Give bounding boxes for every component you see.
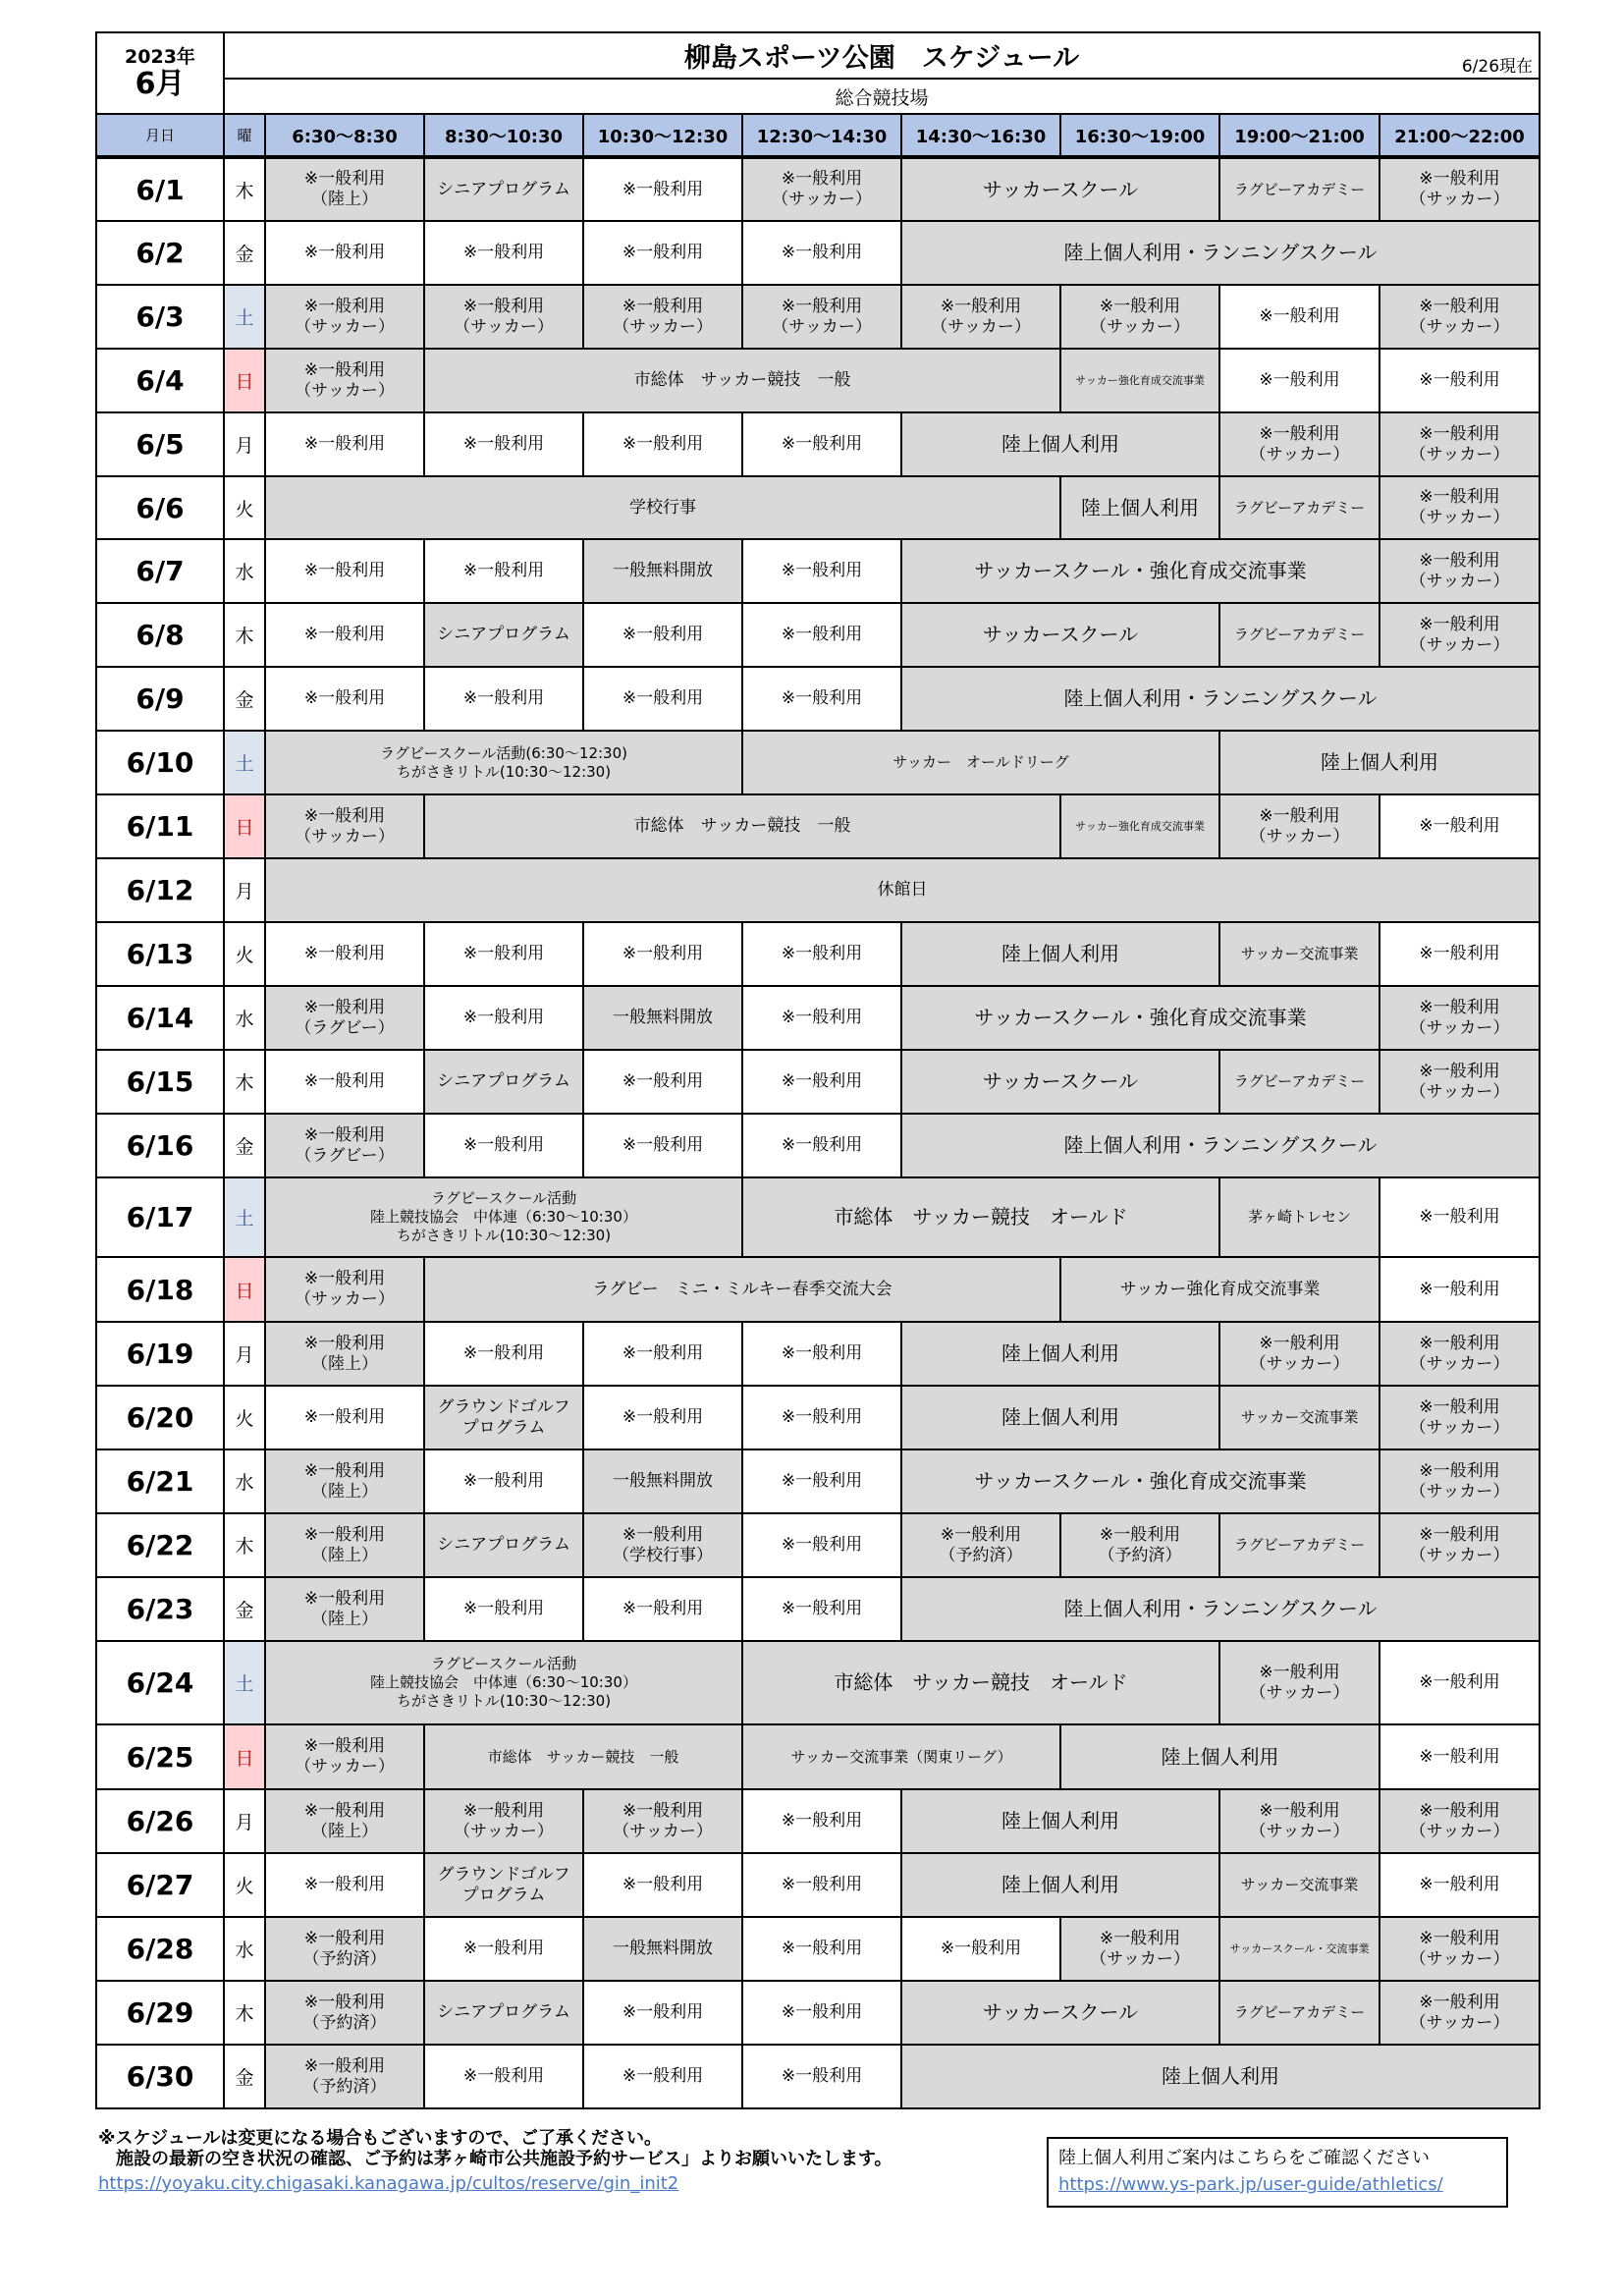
row-day-of-week: 土 <box>224 285 265 349</box>
schedule-cell: ※一般利用 <box>583 667 742 731</box>
row-day-of-week: 金 <box>224 667 265 731</box>
schedule-table <box>95 157 1541 2109</box>
schedule-cell: ※一般利用 <box>583 221 742 285</box>
schedule-header <box>95 31 1541 157</box>
schedule-cell: ※一般利用 <box>583 2045 742 2108</box>
schedule-cell: ※一般利用 （ラグビー） <box>265 986 424 1050</box>
row-date: 6/22 <box>96 1513 224 1577</box>
row-date: 6/1 <box>96 158 224 221</box>
venue-name: 総合競技場 <box>224 79 1540 114</box>
schedule-cell: ※一般利用 <box>424 412 583 476</box>
row-day-of-week: 木 <box>224 1513 265 1577</box>
schedule-cell: ※一般利用 <box>583 1577 742 1641</box>
schedule-cell: ※一般利用 <box>265 1853 424 1917</box>
schedule-row <box>96 922 1540 986</box>
row-date: 6/20 <box>96 1386 224 1449</box>
row-day-of-week: 火 <box>224 1386 265 1449</box>
schedule-cell: ※一般利用 <box>424 539 583 603</box>
schedule-cell: ※一般利用 <box>583 1114 742 1177</box>
schedule-cell: 陸上個人利用・ランニングスクール <box>901 1114 1540 1177</box>
schedule-cell: ※一般利用 <box>742 1386 901 1449</box>
schedule-row <box>96 1789 1540 1853</box>
schedule-sheet <box>95 31 1539 2109</box>
schedule-cell: ※一般利用 <box>742 922 901 986</box>
row-day-of-week: 金 <box>224 1114 265 1177</box>
column-header-slot: 6:30～8:30 <box>265 114 424 156</box>
schedule-cell: ※一般利用 <box>1219 285 1380 349</box>
schedule-cell: ※一般利用 <box>424 1322 583 1386</box>
schedule-row <box>96 1322 1540 1386</box>
schedule-cell: ※一般利用 （サッカー） <box>424 285 583 349</box>
schedule-cell: ※一般利用 （サッカー） <box>424 1789 583 1853</box>
row-day-of-week: 木 <box>224 603 265 667</box>
schedule-cell: ※一般利用 <box>583 1853 742 1917</box>
schedule-cell: サッカースクール <box>901 1981 1219 2045</box>
schedule-cell: ※一般利用 （陸上） <box>265 158 424 221</box>
column-header-slot: 8:30～10:30 <box>424 114 583 156</box>
schedule-cell: ※一般利用 （サッカー） <box>265 1257 424 1322</box>
schedule-cell: ※一般利用 <box>742 603 901 667</box>
schedule-cell: ※一般利用 <box>742 1981 901 2045</box>
schedule-cell: ※一般利用 <box>424 667 583 731</box>
row-day-of-week: 水 <box>224 1917 265 1981</box>
schedule-cell: ※一般利用 <box>1380 1177 1540 1257</box>
schedule-cell: ※一般利用 <box>1380 1724 1540 1789</box>
schedule-cell: ※一般利用 <box>742 412 901 476</box>
schedule-cell: ※一般利用 <box>583 1386 742 1449</box>
schedule-cell: 陸上個人利用 <box>901 412 1219 476</box>
row-day-of-week: 金 <box>224 1577 265 1641</box>
schedule-cell: 陸上個人利用 <box>901 1322 1219 1386</box>
schedule-cell: ※一般利用 （サッカー） <box>1380 986 1540 1050</box>
row-date: 6/28 <box>96 1917 224 1981</box>
row-date: 6/25 <box>96 1724 224 1789</box>
schedule-cell: ※一般利用 （陸上） <box>265 1577 424 1641</box>
schedule-row <box>96 1257 1540 1322</box>
schedule-cell: ※一般利用 <box>742 2045 901 2108</box>
row-day-of-week: 水 <box>224 539 265 603</box>
schedule-cell: ※一般利用 <box>1219 349 1380 412</box>
schedule-cell: ※一般利用 （予約済） <box>265 1917 424 1981</box>
schedule-cell: サッカー交流事業（関東リーグ） <box>742 1724 1060 1789</box>
schedule-cell: ※一般利用 （サッカー） <box>1060 285 1219 349</box>
footnote-line: 施設の最新の空き状況の確認、ご予約は茅ヶ崎市公共施設予約サービス」よりお願いいたします。 <box>98 2149 893 2169</box>
schedule-row <box>96 603 1540 667</box>
column-header-slot: 10:30～12:30 <box>583 114 742 156</box>
row-date: 6/23 <box>96 1577 224 1641</box>
schedule-cell: ※一般利用 <box>742 1449 901 1513</box>
schedule-cell: ※一般利用 （サッカー） <box>1219 794 1380 858</box>
schedule-cell: ラグビーアカデミー <box>1219 1513 1380 1577</box>
row-date: 6/14 <box>96 986 224 1050</box>
schedule-row <box>96 1917 1540 1981</box>
row-date: 6/27 <box>96 1853 224 1917</box>
schedule-cell: サッカースクール <box>901 158 1219 221</box>
schedule-cell: 市総体 サッカー競技 一般 <box>424 349 1060 412</box>
row-date: 6/26 <box>96 1789 224 1853</box>
schedule-cell: ラグビーアカデミー <box>1219 1981 1380 2045</box>
schedule-cell: ※一般利用 <box>742 1114 901 1177</box>
schedule-cell: ※一般利用 <box>583 922 742 986</box>
schedule-cell: ※一般利用 （予約済） <box>265 1981 424 2045</box>
schedule-cell: ※一般利用 （サッカー） <box>742 158 901 221</box>
schedule-cell: ※一般利用 （サッカー） <box>583 285 742 349</box>
schedule-cell: 陸上個人利用 <box>901 1386 1219 1449</box>
footnote-line: ※スケジュールは変更になる場合もございますので、ご了承ください。 <box>98 2128 663 2149</box>
schedule-cell: ※一般利用 <box>1380 794 1540 858</box>
row-day-of-week: 金 <box>224 2045 265 2108</box>
schedule-cell: ※一般利用 （陸上） <box>265 1449 424 1513</box>
row-day-of-week: 火 <box>224 1853 265 1917</box>
schedule-cell: ※一般利用 <box>265 412 424 476</box>
row-day-of-week: 土 <box>224 731 265 794</box>
reservation-link[interactable]: https://yoyaku.city.chigasaki.kanagawa.jp/cultos/reserve/gin_init2 <box>98 2173 679 2194</box>
schedule-cell: ※一般利用 （予約済） <box>1060 1513 1219 1577</box>
schedule-cell: 陸上個人利用・ランニングスクール <box>901 221 1540 285</box>
row-date: 6/21 <box>96 1449 224 1513</box>
schedule-row <box>96 539 1540 603</box>
row-date: 6/18 <box>96 1257 224 1322</box>
schedule-cell: ※一般利用 （サッカー） <box>1380 285 1540 349</box>
row-date: 6/12 <box>96 858 224 922</box>
schedule-cell: ※一般利用 （サッカー） <box>1380 1449 1540 1513</box>
schedule-cell: ※一般利用 <box>742 986 901 1050</box>
schedule-cell: ※一般利用 <box>583 1322 742 1386</box>
schedule-cell: ※一般利用 <box>1380 1641 1540 1724</box>
schedule-row <box>96 1177 1540 1257</box>
schedule-cell: 一般無料開放 <box>583 1917 742 1981</box>
schedule-cell: 市総体 サッカー競技 オールド <box>742 1177 1219 1257</box>
schedule-cell: ※一般利用 <box>1380 922 1540 986</box>
schedule-cell: ※一般利用 <box>583 603 742 667</box>
schedule-cell: ※一般利用 <box>424 1114 583 1177</box>
row-date: 6/24 <box>96 1641 224 1724</box>
schedule-cell: サッカースクール <box>901 1050 1219 1114</box>
schedule-cell: ※一般利用 <box>424 1917 583 1981</box>
athletics-info-box <box>1047 2137 1508 2208</box>
schedule-cell: ※一般利用 <box>1380 1257 1540 1322</box>
schedule-cell: ※一般利用 （サッカー） <box>1380 603 1540 667</box>
row-date: 6/8 <box>96 603 224 667</box>
row-day-of-week: 土 <box>224 1177 265 1257</box>
schedule-cell: ラグビーアカデミー <box>1219 158 1380 221</box>
row-date: 6/4 <box>96 349 224 412</box>
schedule-cell: 一般無料開放 <box>583 986 742 1050</box>
schedule-cell: サッカー交流事業 <box>1219 1853 1380 1917</box>
schedule-cell: シニアプログラム <box>424 603 583 667</box>
row-day-of-week: 木 <box>224 1050 265 1114</box>
row-date: 6/11 <box>96 794 224 858</box>
schedule-cell: ※一般利用 <box>742 1322 901 1386</box>
schedule-cell: ※一般利用 （サッカー） <box>583 1789 742 1853</box>
schedule-cell: ラグビースクール活動 陸上競技協会 中体連（6:30～10:30） ちがさきリトル(10:30～12:30) <box>265 1641 742 1724</box>
schedule-row <box>96 476 1540 539</box>
column-header-dow: 曜 <box>224 114 265 156</box>
schedule-cell: ラグビー ミニ・ミルキー春季交流大会 <box>424 1257 1060 1322</box>
schedule-cell: シニアプログラム <box>424 1050 583 1114</box>
schedule-cell: ※一般利用 （サッカー） <box>1219 1789 1380 1853</box>
schedule-cell: 陸上個人利用・ランニングスクール <box>901 667 1540 731</box>
info-text: 陸上個人利用ご案内はこちらをご確認ください <box>1058 2148 1430 2168</box>
schedule-cell: サッカー強化育成交流事業 <box>1060 1257 1380 1322</box>
column-header-date: 月日 <box>96 114 224 156</box>
schedule-cell: ※一般利用 <box>1380 349 1540 412</box>
row-day-of-week: 木 <box>224 1981 265 2045</box>
schedule-cell: ※一般利用 （サッカー） <box>1219 1322 1380 1386</box>
schedule-cell: サッカースクール・強化育成交流事業 <box>901 539 1380 603</box>
schedule-cell: 一般無料開放 <box>583 1449 742 1513</box>
schedule-cell: ※一般利用 （サッカー） <box>1380 1386 1540 1449</box>
row-date: 6/10 <box>96 731 224 794</box>
row-day-of-week: 金 <box>224 221 265 285</box>
schedule-cell: ※一般利用 （サッカー） <box>265 285 424 349</box>
schedule-cell: ※一般利用 （サッカー） <box>265 349 424 412</box>
schedule-cell: ※一般利用 <box>424 1449 583 1513</box>
row-day-of-week: 日 <box>224 1724 265 1789</box>
schedule-cell: サッカー オールドリーグ <box>742 731 1219 794</box>
row-date: 6/29 <box>96 1981 224 2045</box>
schedule-cell: ※一般利用 （サッカー） <box>1380 539 1540 603</box>
schedule-cell: ※一般利用 <box>583 158 742 221</box>
schedule-row <box>96 1114 1540 1177</box>
schedule-cell: 陸上個人利用 <box>901 1789 1219 1853</box>
schedule-cell: サッカー強化育成交流事業 <box>1060 794 1219 858</box>
schedule-row <box>96 986 1540 1050</box>
schedule-row <box>96 1050 1540 1114</box>
row-date: 6/30 <box>96 2045 224 2108</box>
schedule-cell: ※一般利用 <box>583 1050 742 1114</box>
schedule-cell: ※一般利用 <box>583 1981 742 2045</box>
column-header-slot: 21:00～22:00 <box>1380 114 1540 156</box>
schedule-cell: ラグビーアカデミー <box>1219 476 1380 539</box>
schedule-cell: ※一般利用 <box>265 603 424 667</box>
schedule-cell: ※一般利用 （サッカー） <box>1380 1917 1540 1981</box>
schedule-row <box>96 667 1540 731</box>
schedule-cell: シニアプログラム <box>424 1981 583 2045</box>
schedule-cell: 陸上個人利用 <box>1060 1724 1380 1789</box>
schedule-cell: ラグビースクール活動 陸上競技協会 中体連（6:30～10:30） ちがさきリトル(10:30～12:30) <box>265 1177 742 1257</box>
row-date: 6/13 <box>96 922 224 986</box>
schedule-cell: ※一般利用 （予約済） <box>901 1513 1060 1577</box>
row-day-of-week: 月 <box>224 858 265 922</box>
schedule-cell: ※一般利用 （サッカー） <box>1380 412 1540 476</box>
schedule-cell: 一般無料開放 <box>583 539 742 603</box>
athletics-guide-link[interactable]: https://www.ys-park.jp/user-guide/athletics/ <box>1058 2174 1443 2195</box>
schedule-cell: 市総体 サッカー競技 一般 <box>424 794 1060 858</box>
schedule-cell: ※一般利用 <box>265 667 424 731</box>
schedule-row <box>96 1513 1540 1577</box>
column-header-slot: 19:00～21:00 <box>1219 114 1380 156</box>
schedule-cell: ※一般利用 <box>1380 1853 1540 1917</box>
schedule-cell: 茅ヶ崎トレセン <box>1219 1177 1380 1257</box>
schedule-cell: ※一般利用 （サッカー） <box>1380 476 1540 539</box>
schedule-cell: シニアプログラム <box>424 1513 583 1577</box>
row-date: 6/2 <box>96 221 224 285</box>
schedule-cell: ※一般利用 （サッカー） <box>265 794 424 858</box>
row-date: 6/5 <box>96 412 224 476</box>
schedule-cell: グラウンドゴルフ プログラム <box>424 1386 583 1449</box>
schedule-row <box>96 221 1540 285</box>
schedule-cell: ※一般利用 （陸上） <box>265 1513 424 1577</box>
schedule-row <box>96 858 1540 922</box>
schedule-cell: ※一般利用 （サッカー） <box>1380 1789 1540 1853</box>
schedule-cell: ※一般利用 <box>742 1917 901 1981</box>
row-date: 6/15 <box>96 1050 224 1114</box>
schedule-cell: ※一般利用 （サッカー） <box>265 1724 424 1789</box>
schedule-cell: ※一般利用 （サッカー） <box>1219 412 1380 476</box>
schedule-row <box>96 1641 1540 1724</box>
schedule-cell: 陸上個人利用・ランニングスクール <box>901 1577 1540 1641</box>
row-day-of-week: 月 <box>224 412 265 476</box>
schedule-cell: サッカースクール <box>901 603 1219 667</box>
schedule-row <box>96 285 1540 349</box>
schedule-cell: ※一般利用 <box>742 1789 901 1853</box>
row-day-of-week: 火 <box>224 922 265 986</box>
schedule-cell: ラグビースクール活動(6:30～12:30) ちがさきリトル(10:30～12:30) <box>265 731 742 794</box>
row-day-of-week: 日 <box>224 349 265 412</box>
schedule-cell: ※一般利用 （サッカー） <box>1380 1981 1540 2045</box>
row-date: 6/16 <box>96 1114 224 1177</box>
schedule-cell: ※一般利用 <box>742 539 901 603</box>
schedule-row <box>96 1577 1540 1641</box>
schedule-cell: ※一般利用 <box>742 1577 901 1641</box>
schedule-cell: ※一般利用 （サッカー） <box>1380 158 1540 221</box>
schedule-cell: ※一般利用 （陸上） <box>265 1789 424 1853</box>
schedule-cell: サッカー交流事業 <box>1219 922 1380 986</box>
schedule-cell: 陸上個人利用 <box>901 1853 1219 1917</box>
month-label: 6月 <box>135 66 186 101</box>
schedule-row <box>96 158 1540 221</box>
row-day-of-week: 土 <box>224 1641 265 1724</box>
schedule-cell: ※一般利用 （サッカー） <box>901 285 1060 349</box>
schedule-cell: ラグビーアカデミー <box>1219 603 1380 667</box>
schedule-row <box>96 1449 1540 1513</box>
schedule-cell: サッカースクール・交流事業 <box>1219 1917 1380 1981</box>
schedule-cell: ※一般利用 <box>742 221 901 285</box>
schedule-cell: ※一般利用 <box>265 922 424 986</box>
schedule-row <box>96 349 1540 412</box>
row-day-of-week: 火 <box>224 476 265 539</box>
row-date: 6/19 <box>96 1322 224 1386</box>
schedule-cell: サッカー強化育成交流事業 <box>1060 349 1219 412</box>
schedule-cell: ※一般利用 <box>265 221 424 285</box>
row-day-of-week: 水 <box>224 1449 265 1513</box>
schedule-cell: シニアプログラム <box>424 158 583 221</box>
row-date: 6/3 <box>96 285 224 349</box>
schedule-row <box>96 1981 1540 2045</box>
row-date: 6/7 <box>96 539 224 603</box>
schedule-row <box>96 1853 1540 1917</box>
schedule-cell: ラグビーアカデミー <box>1219 1050 1380 1114</box>
column-header-slot: 16:30～19:00 <box>1060 114 1219 156</box>
schedule-cell: ※一般利用 （予約済） <box>265 2045 424 2108</box>
schedule-cell: ※一般利用 （サッカー） <box>742 285 901 349</box>
schedule-cell: ※一般利用 <box>742 1050 901 1114</box>
schedule-cell: ※一般利用 <box>265 1050 424 1114</box>
title-cell <box>224 32 1540 79</box>
schedule-cell: ※一般利用 （サッカー） <box>1380 1050 1540 1114</box>
schedule-cell: サッカースクール・強化育成交流事業 <box>901 1449 1380 1513</box>
schedule-row <box>96 2045 1540 2108</box>
page-title: 柳島スポーツ公園 スケジュール <box>683 43 1080 74</box>
schedule-cell: ※一般利用 <box>901 1917 1060 1981</box>
schedule-cell: 陸上個人利用 <box>1060 476 1219 539</box>
schedule-cell: ※一般利用 <box>424 1577 583 1641</box>
schedule-cell: ※一般利用 （サッカー） <box>1380 1322 1540 1386</box>
schedule-cell: ※一般利用 <box>424 2045 583 2108</box>
schedule-cell: ※一般利用 <box>742 1513 901 1577</box>
schedule-cell: ※一般利用 <box>424 221 583 285</box>
schedule-row <box>96 1386 1540 1449</box>
schedule-row <box>96 731 1540 794</box>
schedule-cell: ※一般利用 <box>583 412 742 476</box>
schedule-cell: 休館日 <box>265 858 1540 922</box>
schedule-row <box>96 412 1540 476</box>
schedule-cell: 学校行事 <box>265 476 1060 539</box>
schedule-cell: サッカー交流事業 <box>1219 1386 1380 1449</box>
schedule-cell: ※一般利用 <box>265 1386 424 1449</box>
schedule-cell: ※一般利用 （学校行事） <box>583 1513 742 1577</box>
schedule-cell: 陸上個人利用 <box>901 2045 1540 2108</box>
schedule-cell: ※一般利用 <box>742 1853 901 1917</box>
schedule-cell: ※一般利用 （サッカー） <box>1380 1513 1540 1577</box>
schedule-row <box>96 794 1540 858</box>
row-day-of-week: 日 <box>224 794 265 858</box>
as-of-date: 6/26現在 <box>1461 57 1534 77</box>
schedule-cell: 陸上個人利用 <box>1219 731 1540 794</box>
row-day-of-week: 水 <box>224 986 265 1050</box>
schedule-cell: 市総体 サッカー競技 一般 <box>424 1724 742 1789</box>
row-day-of-week: 木 <box>224 158 265 221</box>
column-header-slot: 14:30～16:30 <box>901 114 1060 156</box>
schedule-cell: 陸上個人利用 <box>901 922 1219 986</box>
footnote <box>98 2128 893 2169</box>
schedule-cell: ※一般利用 <box>424 986 583 1050</box>
row-day-of-week: 月 <box>224 1789 265 1853</box>
schedule-cell: ※一般利用 <box>424 922 583 986</box>
row-date: 6/6 <box>96 476 224 539</box>
schedule-row <box>96 1724 1540 1789</box>
year-month-cell <box>96 32 224 114</box>
row-date: 6/9 <box>96 667 224 731</box>
year-label: 2023年 <box>125 45 195 68</box>
schedule-cell: ※一般利用 （サッカー） <box>1060 1917 1219 1981</box>
row-date: 6/17 <box>96 1177 224 1257</box>
schedule-cell: ※一般利用 （サッカー） <box>1219 1641 1380 1724</box>
row-day-of-week: 月 <box>224 1322 265 1386</box>
schedule-cell: ※一般利用 （ラグビー） <box>265 1114 424 1177</box>
column-header-slot: 12:30～14:30 <box>742 114 901 156</box>
schedule-cell: サッカースクール・強化育成交流事業 <box>901 986 1380 1050</box>
schedule-cell: ※一般利用 <box>265 539 424 603</box>
schedule-cell: ※一般利用 <box>742 667 901 731</box>
schedule-cell: グラウンドゴルフ プログラム <box>424 1853 583 1917</box>
schedule-cell: 市総体 サッカー競技 オールド <box>742 1641 1219 1724</box>
schedule-cell: ※一般利用 （陸上） <box>265 1322 424 1386</box>
row-day-of-week: 日 <box>224 1257 265 1322</box>
